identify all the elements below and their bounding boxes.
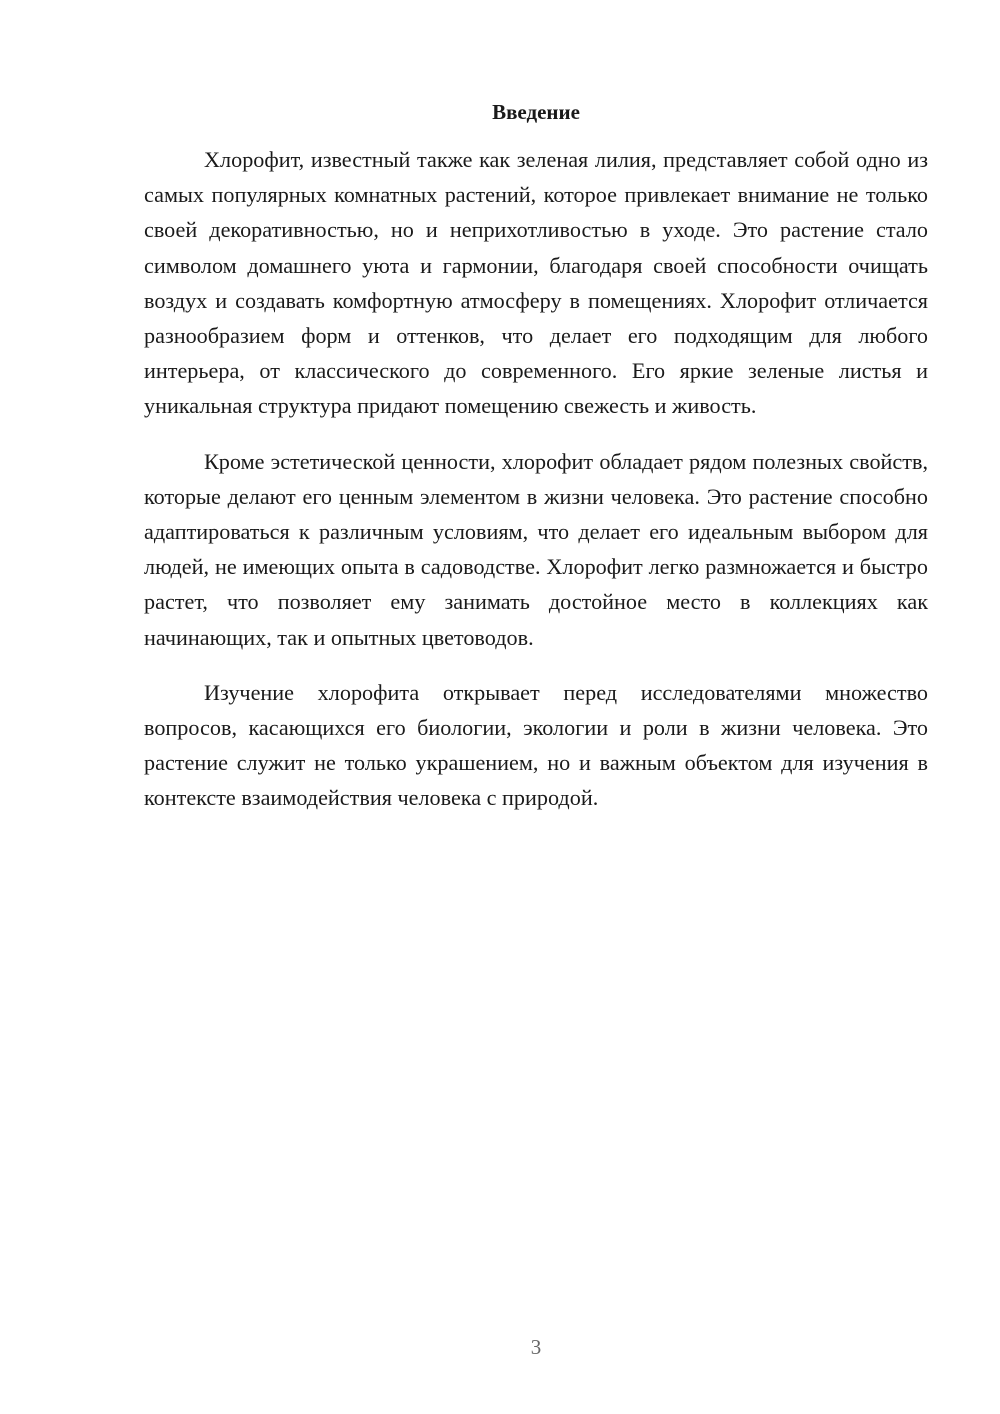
paragraph-2: Кроме эстетической ценности, хлорофит обладает рядом полезных свойств, которые делают его ценным элементом в жизни человека. Это растение способно адаптироваться к различным условиям, что делает его идеальным выбором для людей, не имеющих опыта в садоводстве. Хлорофит легко размножается и быстро растет, что позволяет ему занимать достойное место в коллекциях как начинающих, так и опытных цветоводов. bbox=[144, 448, 928, 650]
page-number: 3 bbox=[530, 1335, 542, 1359]
document-body bbox=[144, 142, 928, 836]
paragraph-1: Хлорофит, известный также как зеленая лилия, представляет собой одно из самых популярных комнатных растений, которое привлекает внимание не только своей декоративностью, но и неприхотливостью в уходе. Это растение стало символом домашнего уюта и гармонии, благодаря своей способности очищать воздух и создавать комфортную атмосферу в помещениях. Хлорофит отличается разнообразием форм и оттенков, что делает его подходящим для любого интерьера, от классического до современного. Его яркие зеленые листья и уникальная структура придают помещению свежесть и живость. bbox=[144, 147, 928, 419]
paragraph-3: Изучение хлорофита открывает перед исследователями множество вопросов, касающихся его биологии, экологии и роли в жизни человека. Это растение служит не только украшением, но и важным объектом для изучения в контексте взаимодействия человека с природой. bbox=[144, 679, 928, 811]
page-title: Введение bbox=[492, 100, 580, 124]
